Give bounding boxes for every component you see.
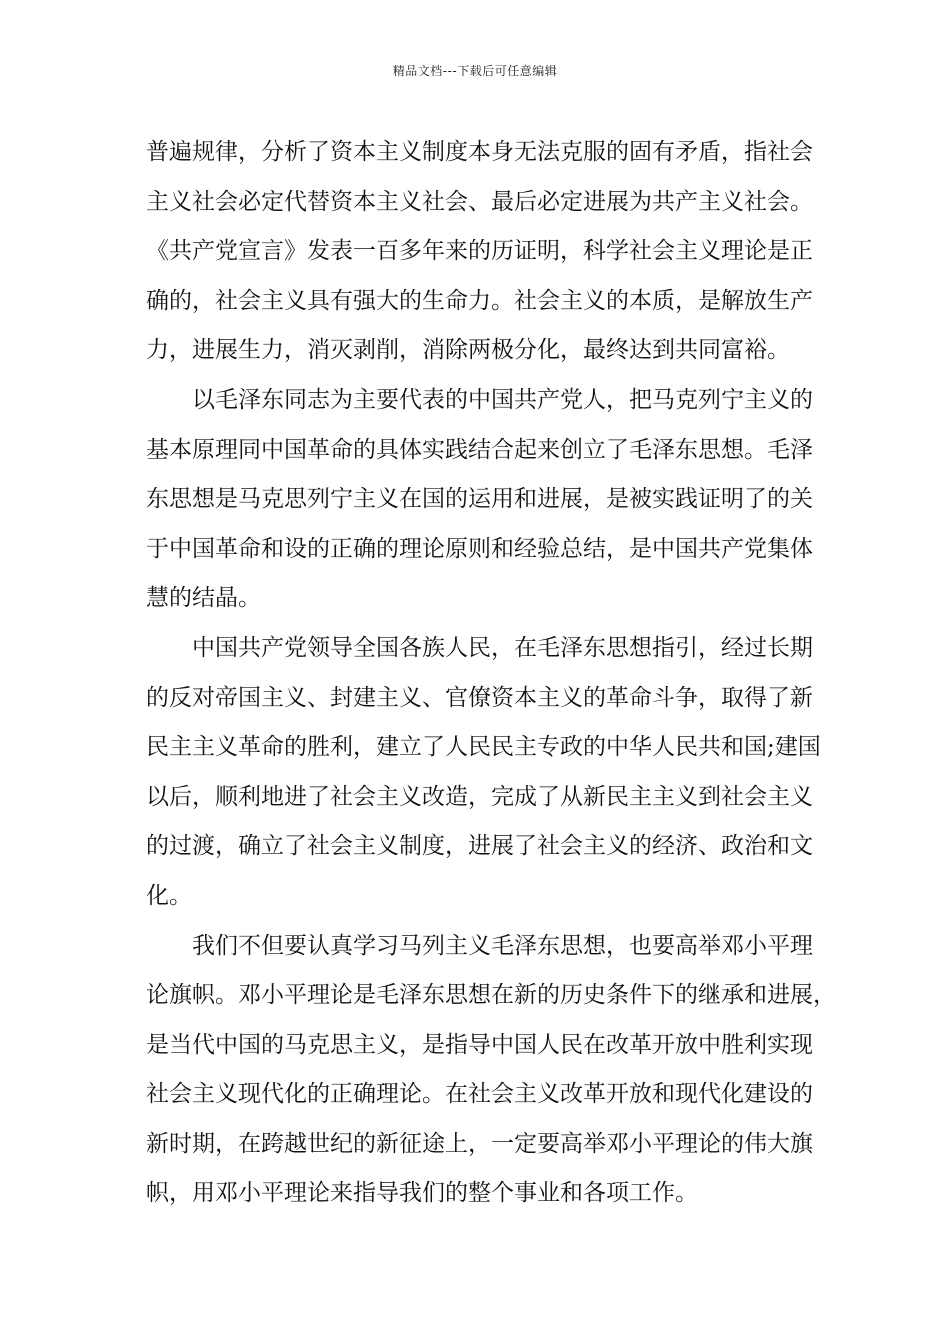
text-line: 慧的结晶。 — [146, 585, 261, 612]
document-body — [146, 128, 836, 1219]
text-line: 我们不但要认真学习马列主义毛泽东思想，也要高举邓小平理 — [192, 932, 813, 959]
text-line: 《共产党宣言》发表一百多年来的历证明，科学社会主义理论是正 — [146, 238, 813, 265]
paragraph-3 — [146, 624, 821, 922]
text-line: 于中国革命和设的正确的理论原则和经验总结，是中国共产党集体 — [146, 535, 813, 562]
text-line: 新时期，在跨越世纪的新征途上，一定要高举邓小平理论的伟大旗 — [146, 1130, 813, 1157]
text-line: 的反对帝国主义、封建主义、官僚资本主义的革命斗争，取得了新 — [146, 684, 813, 711]
text-line: 社会主义现代化的正确理论。在社会主义改革开放和现代化建设的 — [146, 1081, 813, 1108]
text-line: 东思想是马克思列宁主义在国的运用和进展，是被实践证明了的关 — [146, 486, 813, 513]
text-line: 帜，用邓小平理论来指导我们的整个事业和各项工作。 — [146, 1180, 698, 1207]
text-line: 论旗帜。邓小平理论是毛泽东思想在新的历史条件下的继承和进展， — [146, 982, 836, 1009]
text-line: 确的，社会主义具有强大的生命力。社会主义的本质，是解放生产 — [146, 287, 813, 314]
text-line: 主义社会必定代替资本主义社会、最后必定进展为共产主义社会。 — [146, 188, 813, 215]
paragraph-1 — [146, 128, 813, 376]
text-line: 基本原理同中国革命的具体实践结合起来创立了毛泽东思想。毛泽 — [146, 436, 813, 463]
paragraph-2 — [146, 376, 813, 624]
text-line: 以毛泽东同志为主要代表的中国共产党人，把马克列宁主义的 — [192, 386, 813, 413]
text-line: 民主主义革命的胜利，建立了人民民主专政的中华人民共和国;建国 — [146, 734, 821, 761]
text-line: 普遍规律，分析了资本主义制度本身无法克服的固有矛盾，指社会 — [146, 139, 813, 165]
text-line: 化。 — [146, 882, 192, 909]
text-line: 力，进展生力，消灭剥削，消除两极分化，最终达到共同富裕。 — [146, 337, 790, 364]
text-line: 是当代中国的马克思主义，是指导中国人民在改革开放中胜利实现 — [146, 1031, 813, 1058]
page-header: 精品文档---下载后可任意编辑 — [392, 64, 558, 78]
text-line: 以后，顺利地进了社会主义改造，完成了从新民主主义到社会主义 — [146, 783, 813, 810]
text-line: 的过渡，确立了社会主义制度，进展了社会主义的经济、政治和文 — [146, 833, 813, 860]
paragraph-4 — [146, 922, 836, 1220]
text-line: 中国共产党领导全国各族人民，在毛泽东思想指引，经过长期 — [192, 634, 813, 661]
